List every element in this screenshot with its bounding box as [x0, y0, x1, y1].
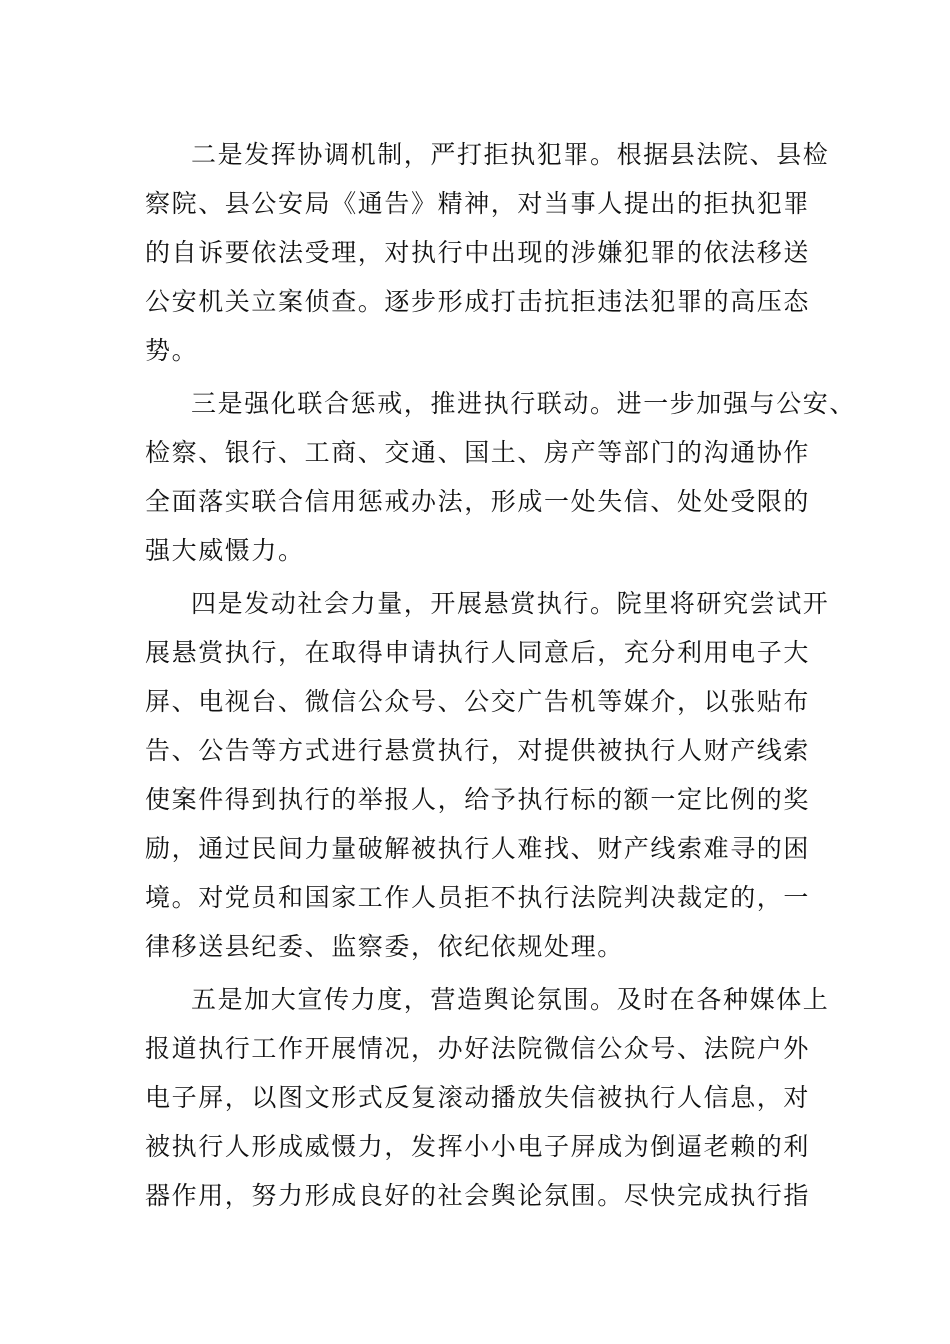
paragraph-line: 励，通过民间力量破解被执行人难找、财产线索难寻的困 — [145, 834, 811, 863]
paragraph-coordination — [145, 130, 830, 375]
paragraph-publicity — [145, 975, 830, 1220]
paragraph-line: 境。对党员和国家工作人员拒不执行法院判决裁定的，一 — [145, 883, 811, 912]
paragraph-line: 察院、县公安局《通告》精神，对当事人提出的拒执犯罪 — [145, 189, 811, 218]
paragraph-line: 公安机关立案侦查。逐步形成打击抗拒违法犯罪的高压态 — [145, 287, 811, 316]
paragraph-line: 律移送县纪委、监察委，依纪依规处理。 — [145, 932, 624, 961]
paragraph-line: 报道执行工作开展情况，办好法院微信公众号、法院户外 — [145, 1034, 811, 1063]
paragraph-line: 展悬赏执行，在取得申请执行人同意后，充分利用电子大 — [145, 638, 811, 667]
paragraph-line: 电子屏，以图文形式反复滚动播放失信被执行人信息，对 — [145, 1083, 811, 1112]
paragraph-line: 告、公告等方式进行悬赏执行，对提供被执行人财产线索 — [145, 736, 811, 765]
paragraph-line: 检察、银行、工商、交通、国土、房产等部门的沟通协作 — [145, 438, 811, 467]
paragraph-line: 全面落实联合信用惩戒办法，形成一处失信、处处受限的 — [145, 487, 811, 516]
paragraph-line: 被执行人形成威慑力，发挥小小电子屏成为倒逼老赖的利 — [145, 1132, 811, 1161]
paragraph-line: 强大威慑力。 — [145, 536, 305, 565]
paragraph-line: 四是发动社会力量，开展悬赏执行。院里将研究尝试开 — [191, 589, 830, 618]
paragraph-line: 器作用，努力形成良好的社会舆论氛围。尽快完成执行指 — [145, 1181, 811, 1210]
paragraph-line: 二是发挥协调机制，严打拒执犯罪。根据县法院、县检 — [191, 140, 830, 169]
paragraph-joint-discipline — [145, 379, 857, 575]
paragraph-line: 三是强化联合惩戒，推进执行联动。进一步加强与公安、 — [191, 389, 857, 418]
paragraph-line: 使案件得到执行的举报人，给予执行标的额一定比例的奖 — [145, 785, 811, 814]
paragraph-line: 势。 — [145, 336, 199, 365]
paragraph-reward-enforcement — [145, 579, 830, 971]
paragraph-line: 的自诉要依法受理，对执行中出现的涉嫌犯罪的依法移送 — [145, 238, 811, 267]
paragraph-line: 屏、电视台、微信公众号、公交广告机等媒介，以张贴布 — [145, 687, 811, 716]
paragraph-line: 五是加大宣传力度，营造舆论氛围。及时在各种媒体上 — [191, 985, 830, 1014]
document-body — [145, 130, 857, 1224]
